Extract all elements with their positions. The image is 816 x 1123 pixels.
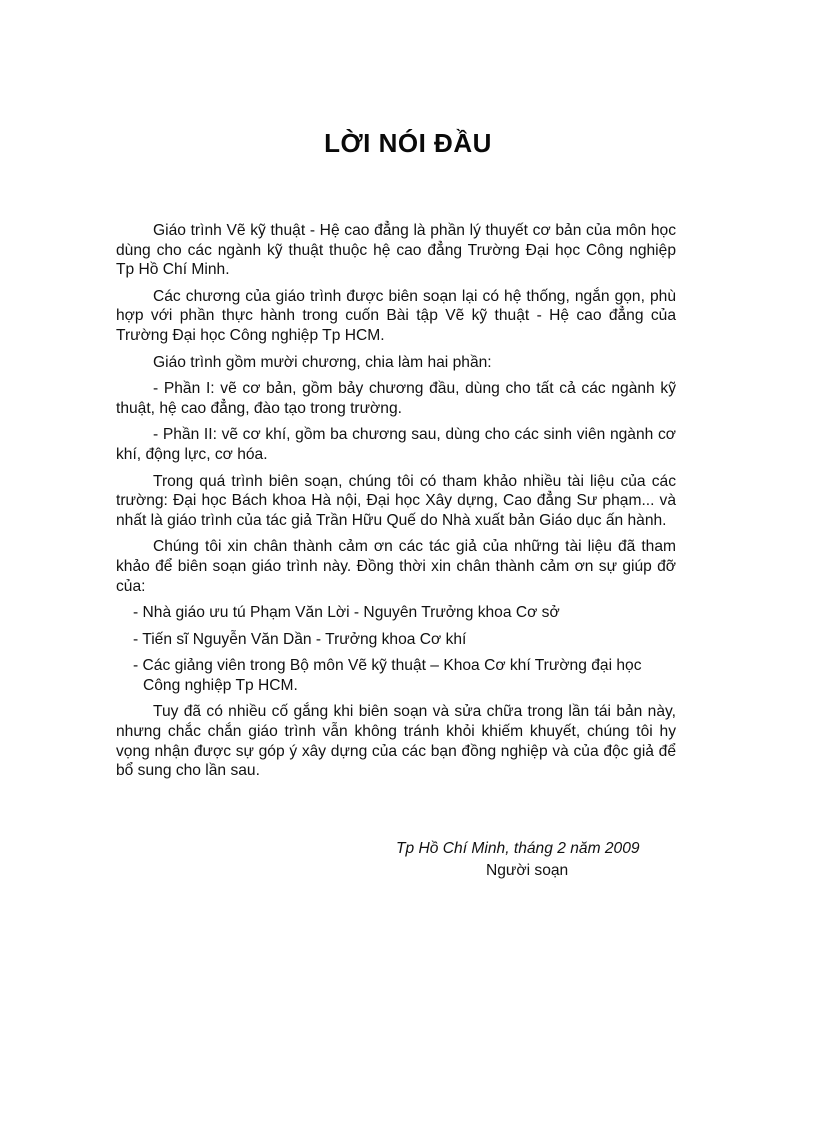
paragraph-closing: Tuy đã có nhiều cố gắng khi biên soạn và sửa chữa trong lần tái bản này, nhưng chắc chắn giáo trình vẫn không tránh khỏi khiếm khuyết, chúng tôi hy vọng nhận được sự góp ý xây dựng của các bạn đồng nghiệp và của độc giả để bổ sung cho lần sau. (116, 703, 676, 780)
paragraph-intro: Giáo trình Vẽ kỹ thuật - Hệ cao đẳng là phần lý thuyết cơ bản của môn học dùng cho các ngành kỹ thuật thuộc hệ cao đẳng Trường Đại học Công nghiệp Tp Hồ Chí Minh. (116, 222, 676, 279)
acknowledgement-item: - Các giảng viên trong Bộ môn Vẽ kỹ thuật – Khoa Cơ khí Trường đại học Công nghiệp Tp HCM. (133, 657, 642, 694)
paragraph-part-one: - Phần I: vẽ cơ bản, gồm bảy chương đầu, dùng cho tất cả các ngành kỹ thuật, hệ cao đẳng, đào tạo trong trường. (116, 380, 676, 417)
signature-author: Người soạn (486, 862, 569, 879)
paragraph-part-two: - Phần II: vẽ cơ khí, gồm ba chương sau, dùng cho các sinh viên ngành cơ khí, động lực, cơ hóa. (116, 426, 676, 463)
paragraph-thanks: Chúng tôi xin chân thành cảm ơn các tác giả của những tài liệu đã tham khảo để biên soạn giáo trình này. Đồng thời xin chân thành cảm ơn sự giúp đỡ của: (116, 538, 676, 595)
preface-body (116, 221, 676, 788)
signature-block (396, 838, 696, 882)
acknowledgement-item: - Nhà giáo ưu tú Phạm Văn Lời - Nguyên Trưởng khoa Cơ sở (133, 604, 560, 622)
paragraph-references: Trong quá trình biên soạn, chúng tôi có tham khảo nhiều tài liệu của các trường: Đại học Bách khoa Hà nội, Đại học Xây dựng, Cao đẳng Sư phạm... và nhất là giáo trình của tác giả Trần Hữu Quế do Nhà xuất bản Giáo dục ấn hành. (116, 472, 676, 529)
page-title: LỜI NÓI ĐẦU (324, 128, 492, 158)
paragraph-structure: Các chương của giáo trình được biên soạn lại có hệ thống, ngắn gọn, phù hợp với phần thực hành trong cuốn Bài tập Vẽ kỹ thuật - Hệ cao đẳng của Trường Đại học Công nghiệp Tp HCM. (116, 287, 676, 344)
signature-place-date: Tp Hồ Chí Minh, tháng 2 năm 2009 (396, 840, 640, 857)
paragraph-chapters: Giáo trình gồm mười chương, chia làm hai phần: (153, 353, 492, 371)
acknowledgement-item: - Tiến sĩ Nguyễn Văn Dần - Trưởng khoa Cơ khí (133, 630, 467, 648)
